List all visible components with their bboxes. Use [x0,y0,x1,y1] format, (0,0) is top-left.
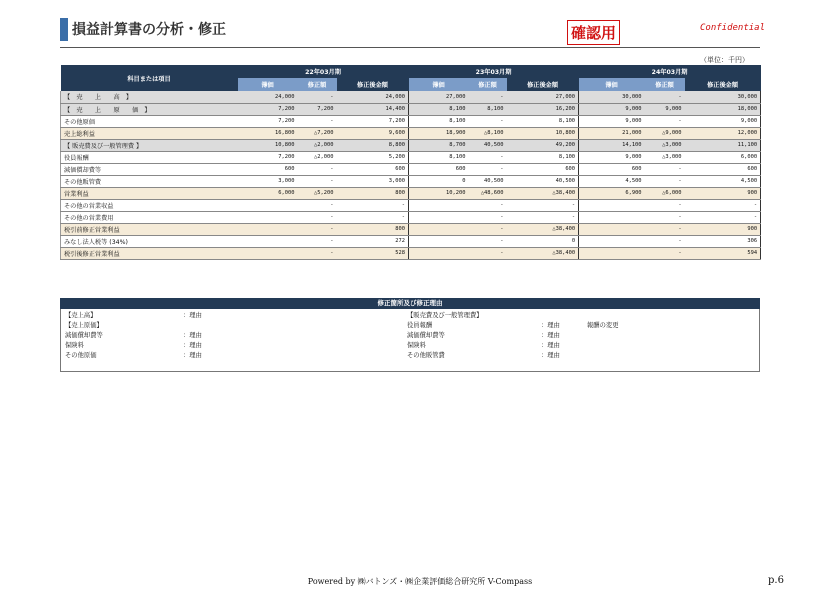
value-cell: 0 [507,235,579,247]
value-cell: 30,000 [579,91,645,103]
period-header: 22年03月期 [238,65,409,78]
value-cell: - [645,199,685,211]
value-cell: 3,000 [238,175,298,187]
adjustment-header: 修正額 [645,78,685,91]
value-cell: △3,000 [645,139,685,151]
value-cell: - [469,91,507,103]
reasons-body [60,309,760,372]
value-cell: 40,500 [469,175,507,187]
table-row [61,175,761,187]
value-cell: 16,800 [238,127,298,139]
reason-detail: 報酬の変更 [587,322,619,329]
page-number: p.6 [768,575,784,586]
book-value-header: 簿価 [238,78,298,91]
value-cell: 14,100 [579,139,645,151]
value-cell [409,211,469,223]
reason-item: 役員報酬 [407,322,433,329]
adjusted-amount-header: 修正後金額 [685,78,761,91]
reason-row [61,341,401,351]
table-row [61,211,761,223]
value-cell: △2,000 [298,139,337,151]
value-cell: 10,800 [507,127,579,139]
value-cell: 18,900 [409,127,469,139]
value-cell [409,223,469,235]
value-cell: 8,800 [337,139,409,151]
value-cell: 600 [507,163,579,175]
value-cell: - [298,91,337,103]
value-cell: - [337,211,409,223]
value-cell [409,235,469,247]
reason-item: その他原価 [65,352,97,359]
value-cell: 18,000 [685,103,761,115]
adjustment-reasons-panel [60,298,760,372]
value-cell: 24,000 [238,91,298,103]
reason-item: その他販管費 [407,352,445,359]
adjusted-amount-header: 修正後金額 [507,78,579,91]
value-cell: 30,000 [685,91,761,103]
row-label: 【 売 上 高 】 [61,91,238,103]
reason-item: 【販売費及び一般管理費】 [407,312,483,319]
reason-item: 【売上高】 [65,312,97,319]
value-cell: 8,100 [409,103,469,115]
reason-item: 保険料 [65,342,84,349]
title-accent-bar [60,18,68,41]
reason-item: 保険料 [407,342,426,349]
value-cell: 24,000 [337,91,409,103]
value-cell: 9,000 [645,103,685,115]
value-cell: 49,200 [507,139,579,151]
value-cell: - [469,115,507,127]
value-cell: 600 [685,163,761,175]
reason-item: 【売上原価】 [65,322,103,329]
value-cell [579,223,645,235]
value-cell: 7,200 [238,103,298,115]
value-cell: 12,000 [685,127,761,139]
reason-item: 減価償却費等 [407,332,445,339]
value-cell: 9,000 [579,103,645,115]
value-cell: 7,200 [337,115,409,127]
value-cell [238,247,298,259]
reason-row [61,351,401,361]
value-cell: 40,500 [469,139,507,151]
row-label: その他の営業収益 [61,199,238,211]
value-cell: - [685,199,761,211]
reason-row [403,341,759,351]
value-cell: - [469,235,507,247]
table-row [61,103,761,115]
period-header: 23年03月期 [409,65,579,78]
table-row [61,199,761,211]
value-cell: - [298,115,337,127]
value-cell: 900 [685,223,761,235]
value-cell: △8,100 [469,127,507,139]
value-cell: 7,200 [238,151,298,163]
value-cell [579,235,645,247]
value-cell [238,199,298,211]
value-cell: - [685,211,761,223]
value-cell: - [298,235,337,247]
value-cell: - [298,223,337,235]
value-cell: 9,600 [337,127,409,139]
value-cell: 27,000 [507,91,579,103]
value-cell [579,199,645,211]
value-cell: 21,000 [579,127,645,139]
value-cell: - [298,247,337,259]
period-header: 24年03月期 [579,65,761,78]
row-label: その他の営業費用 [61,211,238,223]
reason-label: ：理由 [541,322,560,329]
value-cell: - [645,223,685,235]
row-label: 【 販売費及び一般管理費 】 [61,139,238,151]
row-label: 役員報酬 [61,151,238,163]
reason-label: ：理由 [183,342,202,349]
reason-label: ：理由 [183,332,202,339]
value-cell: 16,200 [507,103,579,115]
value-cell [409,199,469,211]
value-cell: 27,000 [409,91,469,103]
row-label: その他販管費 [61,175,238,187]
value-cell: - [469,151,507,163]
reason-label: ：理由 [183,352,202,359]
reason-label: ：理由 [541,332,560,339]
value-cell: 7,200 [238,115,298,127]
value-cell: - [507,199,579,211]
table-row [61,247,761,259]
table-row [61,127,761,139]
value-cell: - [645,175,685,187]
value-cell: 14,400 [337,103,409,115]
reason-label: ：理由 [541,342,560,349]
value-cell: 8,700 [409,139,469,151]
value-cell: 9,000 [685,115,761,127]
value-cell: - [469,163,507,175]
value-cell: - [298,163,337,175]
unit-label: （単位：千円） [700,56,749,64]
value-cell: 10,200 [409,187,469,199]
value-cell: 8,100 [507,151,579,163]
reason-row [61,311,401,321]
value-cell: - [507,211,579,223]
value-cell: - [337,199,409,211]
value-cell: 6,900 [579,187,645,199]
value-cell: 600 [238,163,298,175]
row-label: 税引前修正営業利益 [61,223,238,235]
reason-label: ：理由 [541,352,560,359]
confidential-label: Confidential [700,23,766,33]
value-cell: 4,500 [685,175,761,187]
value-cell: △38,400 [507,247,579,259]
value-cell: △9,000 [645,127,685,139]
value-cell: - [298,211,337,223]
value-cell: 900 [685,187,761,199]
reasons-left-column [61,311,401,361]
table-row [61,91,761,103]
value-cell: - [469,223,507,235]
value-cell: 600 [409,163,469,175]
confirmation-stamp: 確認用 [567,20,620,45]
page-title: 損益計算書の分析・修正 [72,22,226,38]
value-cell: △6,000 [645,187,685,199]
row-label: 税引後修正営業利益 [61,247,238,259]
footer-powered-by: Powered by ㈱バトンズ・㈱企業評価総合研究所 V-Compass [307,577,533,586]
value-cell: △5,200 [298,187,337,199]
row-label: 減価償却費等 [61,163,238,175]
value-cell: 3,000 [337,175,409,187]
row-label: その他原価 [61,115,238,127]
reason-row [403,311,759,321]
value-cell: 9,000 [579,151,645,163]
reason-row [403,351,759,361]
value-cell: 594 [685,247,761,259]
table-row [61,163,761,175]
value-cell: - [645,235,685,247]
value-cell [238,235,298,247]
value-cell: 6,000 [238,187,298,199]
value-cell: 600 [579,163,645,175]
value-cell: 40,500 [507,175,579,187]
item-column-header: 科目または項目 [61,65,238,91]
adjustment-header: 修正額 [469,78,507,91]
reason-row [61,331,401,341]
value-cell [238,211,298,223]
value-cell [409,247,469,259]
value-cell: 6,000 [685,151,761,163]
reason-label: ：理由 [183,312,202,319]
table-row [61,235,761,247]
book-value-header: 簿価 [409,78,469,91]
value-cell: - [645,91,685,103]
value-cell: 800 [337,187,409,199]
value-cell: 8,100 [409,151,469,163]
adjustment-header: 修正額 [298,78,337,91]
value-cell: 5,200 [337,151,409,163]
value-cell: - [645,163,685,175]
value-cell: 4,500 [579,175,645,187]
value-cell: - [469,199,507,211]
reasons-header: 修正箇所及び修正理由 [60,298,760,309]
book-value-header: 簿価 [579,78,645,91]
value-cell: - [469,211,507,223]
value-cell: △7,200 [298,127,337,139]
table-row [61,223,761,235]
reason-item: 減価償却費等 [65,332,103,339]
value-cell: 8,100 [507,115,579,127]
reasons-right-column [403,311,759,361]
table-row [61,151,761,163]
income-statement-table [60,65,761,260]
value-cell: - [645,211,685,223]
value-cell: - [469,247,507,259]
row-label: みなし法人税等 (34%) [61,235,238,247]
value-cell: △3,000 [645,151,685,163]
table-row [61,115,761,127]
value-cell [579,247,645,259]
value-cell: 11,100 [685,139,761,151]
value-cell: △38,400 [507,187,579,199]
reason-row [403,331,759,341]
value-cell: 306 [685,235,761,247]
table-row [61,187,761,199]
value-cell [579,211,645,223]
value-cell: 272 [337,235,409,247]
value-cell: - [645,115,685,127]
value-cell: 800 [337,223,409,235]
value-cell: 8,100 [409,115,469,127]
value-cell: 8,100 [469,103,507,115]
row-label: 売上総利益 [61,127,238,139]
value-cell: △2,000 [298,151,337,163]
value-cell: 10,800 [238,139,298,151]
value-cell: 7,200 [298,103,337,115]
row-label: 営業利益 [61,187,238,199]
value-cell: △48,600 [469,187,507,199]
value-cell: 0 [409,175,469,187]
value-cell: - [298,175,337,187]
adjusted-amount-header: 修正後金額 [337,78,409,91]
value-cell: 528 [337,247,409,259]
table-row [61,139,761,151]
row-label: 【 売 上 原 価 】 [61,103,238,115]
value-cell [238,223,298,235]
reason-row [61,321,401,331]
title-divider [60,47,760,48]
value-cell: - [645,247,685,259]
value-cell: △38,400 [507,223,579,235]
reason-row [403,321,759,331]
value-cell: - [298,199,337,211]
value-cell: 600 [337,163,409,175]
value-cell: 9,000 [579,115,645,127]
